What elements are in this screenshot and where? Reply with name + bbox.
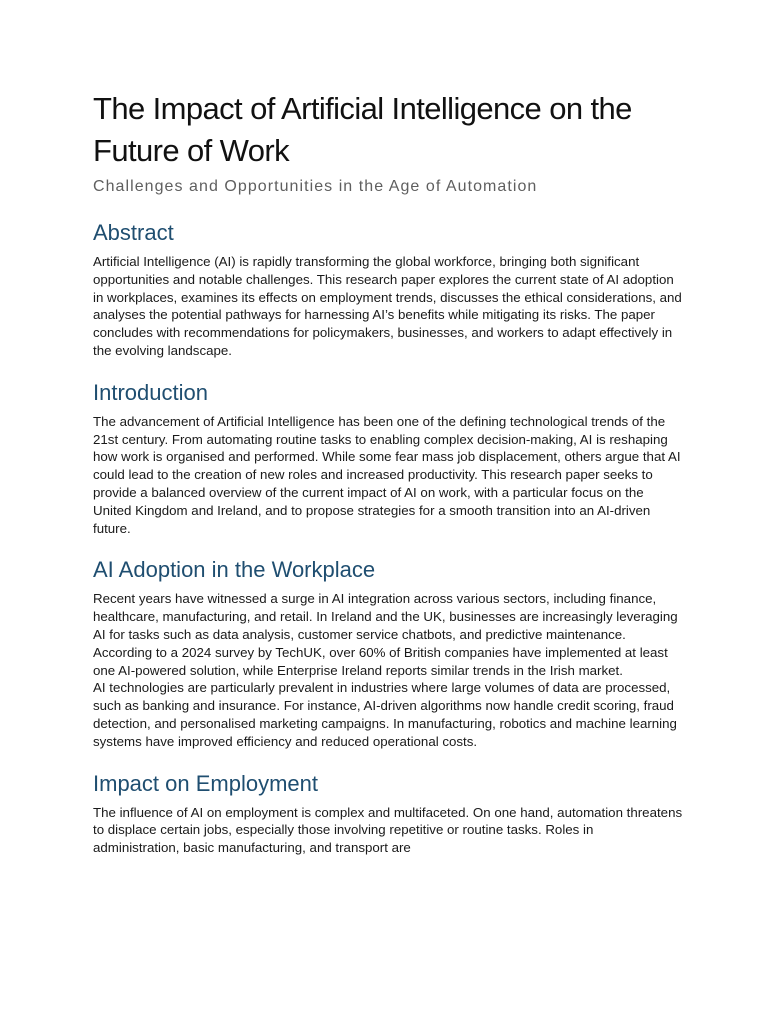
section-impact-on-employment (93, 770, 683, 857)
paragraph: Recent years have witnessed a surge in AI integration across various sectors, including finance, healthcare, manufacturing, and retail. In Ireland and the UK, businesses are increasingly leveraging AI for tasks such as data analysis, customer service chatbots, and predictive maintenance. According to a 2024 survey by TechUK, over 60% of British companies have implemented at least one AI-powered solution, while Enterprise Ireland reports similar trends in the Irish market. (93, 591, 678, 678)
paragraph: The influence of AI on employment is complex and multifaceted. On one hand, automation threatens to displace certain jobs, especially those involving repetitive or routine tasks. Roles in administration, basic manufacturing, and transport are (93, 804, 683, 856)
section-introduction (93, 379, 683, 538)
paragraph: The advancement of Artificial Intelligence has been one of the defining technological trends of the 21st century. From automating routine tasks to enabling complex decision-making, AI is reshaping how work is organised and performed. While some fear mass job displacement, others argue that AI could lead to the creation of new roles and increased productivity. This research paper seeks to provide a balanced overview of the current impact of AI on work, with a particular focus on the United Kingdom and Ireland, and to propose strategies for a smooth transition into an AI-driven future. (93, 413, 681, 536)
section-heading-impact-on-employment: Impact on Employment (93, 770, 318, 796)
paragraph: Artificial Intelligence (AI) is rapidly transforming the global workforce, bringing both significant opportunities and notable challenges. This research paper explores the current state of AI adoption in workplaces, examines its effects on employment trends, discusses the ethical considerations, and analyses the potential pathways for harnessing AI’s benefits while mitigating its risks. The paper concludes with recommendations for policymakers, businesses, and workers to adapt effectively in the evolving landscape. (93, 254, 682, 358)
document-title: The Impact of Artificial Intelligence on the Future of Work (93, 91, 632, 168)
section-heading-ai-adoption: AI Adoption in the Workplace (93, 557, 376, 583)
section-heading-abstract: Abstract (93, 220, 174, 245)
document-page (93, 88, 683, 857)
section-ai-adoption (93, 556, 683, 750)
paragraph: AI technologies are particularly prevalent in industries where large volumes of data are processed, such as banking and insurance. For instance, AI-driven algorithms now handle credit scoring, fraud detection, and personalised marketing campaigns. In manufacturing, robotics and machine learning systems have improved efficiency and reduced operational costs. (93, 680, 677, 749)
section-heading-introduction: Introduction (93, 379, 208, 405)
section-abstract (93, 219, 683, 360)
document-subtitle: Challenges and Opportunities in the Age of Automation (93, 178, 538, 195)
